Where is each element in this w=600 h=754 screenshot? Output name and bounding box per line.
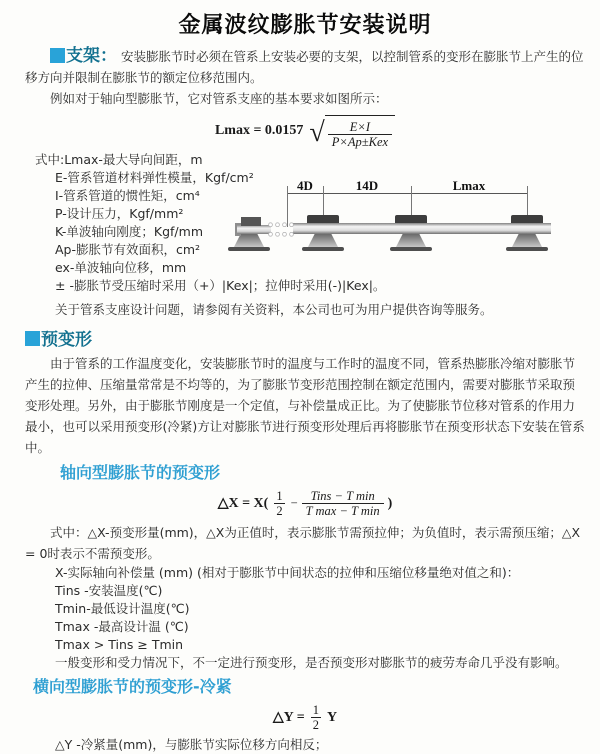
support-base (506, 247, 548, 251)
support-base (228, 247, 270, 251)
lateral-note: △Y -冷紧量(mm)，与膨胀节实际位移方向相反； (55, 737, 328, 752)
close-paren: ) (387, 495, 393, 511)
def-line-k: K-单波轴向刚度；Kgf/mm (55, 224, 203, 239)
support-example-line: 例如对于轴向型膨胀节，它对管系支座的基本要求如图所示： (50, 91, 388, 106)
predeform-paragraph: 由于管系的工作温度变化，安装膨胀节时的温度与工作时的温度不同，管系热膨胀冷缩对膨胀节产生的拉伸、压缩量常常是不均等的，为了膨胀节变形范围控制在额定范围内，需要对膨胀节采取预变形处理。另外，由于膨胀节刚度是一个定值，与补偿量成正比。为了使膨胀节位移对管系的作用力最小，也可以采用预变形(冷紧)方让对膨胀节进行预变形处理后再将膨胀节在预变形状态下安装在管系中。 (25, 356, 585, 455)
support-pedestal (308, 234, 338, 247)
axial-formula-lhs: △X = X( (217, 495, 269, 511)
dim-label-lmax: Lmax (452, 178, 486, 193)
support-spacing-diagram (235, 179, 585, 281)
def-line-i: I-管系管道的惯性矩，cm⁴ (55, 188, 200, 203)
temperature-fraction: $\frac{\text{Tins − T min}}{\text{T max − T min}}$ (302, 489, 384, 518)
support-pedestal (396, 234, 426, 247)
formula-fraction (328, 120, 392, 149)
support-base (302, 247, 344, 251)
support-intro-paragraph (25, 46, 585, 88)
def-where-line: 式中:Lmax-最大导向间距，m (35, 152, 203, 167)
dim-label-14d: 14D (355, 178, 379, 193)
half-fraction: $\frac{1}{2}$ (312, 702, 319, 732)
axial-subheading: 轴向型膨胀节的预变形 (60, 463, 221, 482)
temp-line-tmin: Tmin-最低设计温度(℃) (55, 601, 190, 616)
def-line-ap: Ap-膨胀节有效面积，cm² (55, 242, 201, 257)
definitions-and-diagram (25, 151, 585, 297)
def-line-p: P-设计压力，Kgf/mm² (55, 206, 184, 221)
lmax-formula (25, 112, 585, 149)
section-marker-icon (50, 48, 65, 63)
formula-lhs: Lmax = 0.0157 (214, 123, 304, 138)
axial-formula (25, 486, 585, 520)
support-pedestal (512, 234, 542, 247)
axial-explain-paragraph: 式中：△X-预变形量(mm)，△X为正值时，表示膨胀节需预拉伸；为负值时，表示需预压缩；△X = 0时表示不需预变形。 (25, 525, 581, 561)
axial-x-note: X-实际轴向补偿量 (mm) (相对于膨胀节中间状态的拉伸和压缩位移量绝对值之和)： (55, 565, 520, 580)
temp-relation-line: Tmax > Tins ≥ Tmin (55, 637, 184, 652)
temp-line-tmax: Tmax -最高设计温 (℃) (55, 619, 189, 634)
anchor-icon (241, 217, 261, 226)
def-plusminus-note: ± -膨胀节受压缩时采用（+）|Kex|；拉伸时采用(-)|Kex|。 (55, 278, 386, 293)
half-fraction: $\frac{1}{2}$ (276, 488, 283, 518)
page-title: 金属波纹膨胀节安装说明 (178, 13, 432, 38)
axial-closing-line: 一般变形和受力情况下，不一定进行预变形，是否预变形对膨胀节的疲劳寿命几乎没有影响。 (55, 655, 568, 670)
def-line-e: E-管系管道材料弹性模量，Kgf/cm² (55, 170, 254, 185)
temp-line-tins: Tins -安装温度(℃) (55, 583, 163, 598)
fraction-denominator: P×Ap±Kex (328, 134, 392, 149)
lateral-subheading: 横向型膨胀节的预变形-冷紧 (33, 677, 232, 696)
lateral-formula-rhs: Y (326, 709, 338, 725)
lateral-formula-lhs: △Y = (272, 709, 305, 725)
sqrt-radical-icon: √ (309, 116, 325, 148)
section-marker-icon (25, 331, 40, 346)
pipe-stub (237, 225, 271, 234)
sqrt-content (325, 115, 395, 149)
support-intro-text: 安装膨胀节时必须在管系上安装必要的支架，以控制管系的变形在膨胀节上产生的位移方向并限制在膨胀节的额定位移范围内。 (25, 49, 584, 85)
bellows-icon (267, 220, 295, 239)
minus-sign: − (290, 495, 298, 510)
support-base (390, 247, 432, 251)
lateral-formula (25, 700, 585, 734)
support-section-heading: 支架： (66, 46, 117, 66)
predeform-heading-text: 预变形 (41, 330, 92, 350)
pipe (293, 223, 551, 234)
dim-label-4d: 4D (297, 178, 313, 193)
def-line-ex: ex-单波轴向位移，mm (55, 260, 187, 275)
consult-note: 关于管系支座设计问题，请参阅有关资料，本公司也可为用户提供咨询等服务。 (55, 302, 493, 317)
fraction-numerator: E×I (349, 120, 371, 134)
predeform-section-header (25, 329, 585, 351)
